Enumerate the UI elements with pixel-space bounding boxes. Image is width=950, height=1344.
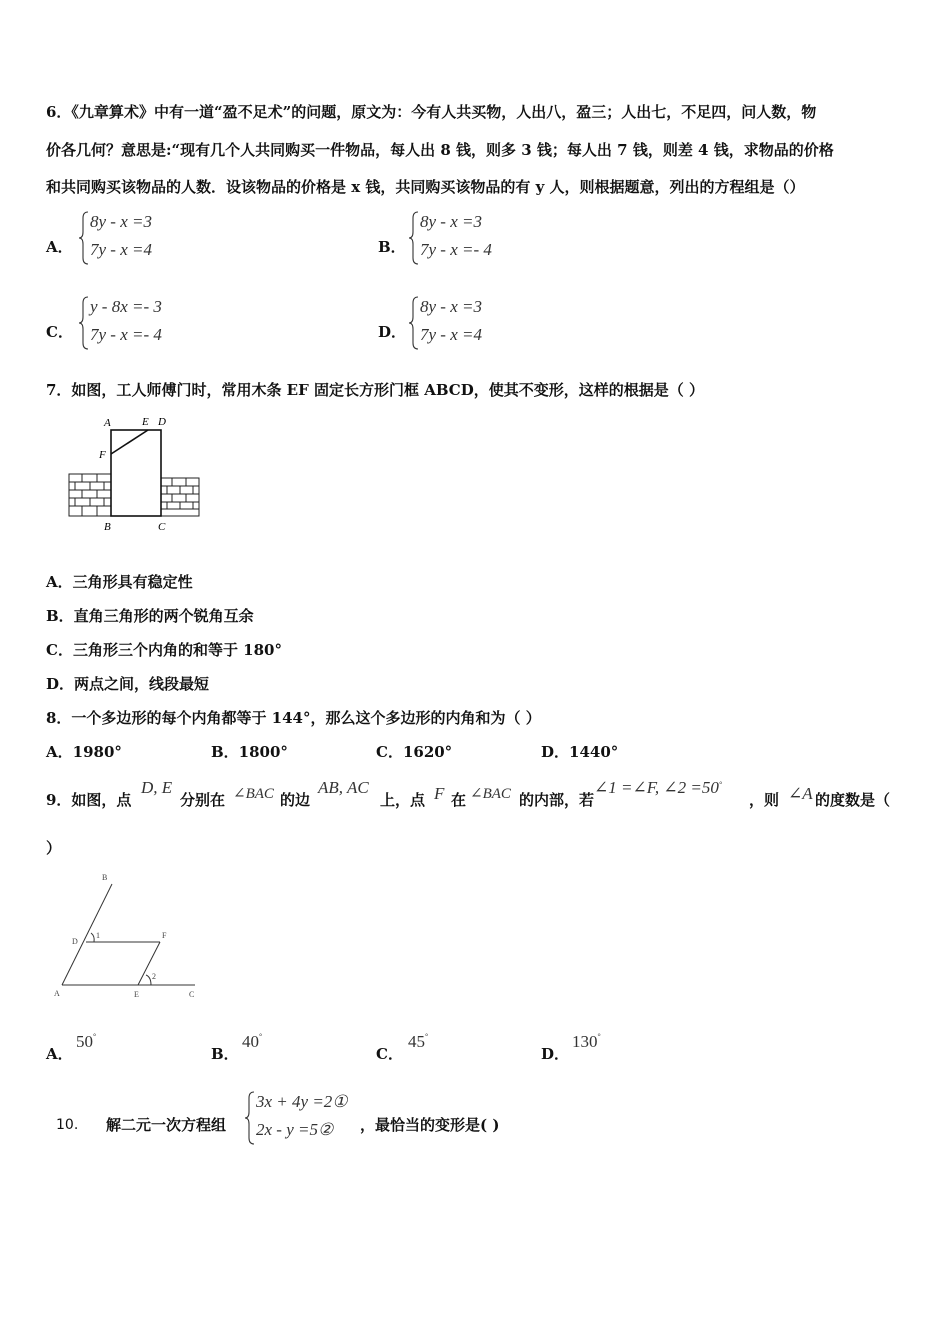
q9-c-number: 45 [408, 1032, 425, 1051]
q9-math-angle-bac-1: ∠BAC [233, 786, 274, 802]
degree-sign: ° [259, 1032, 263, 1041]
q10-system [244, 1090, 374, 1146]
brace-icon [78, 210, 90, 266]
label-d: D [158, 416, 166, 428]
label-e: E [142, 416, 149, 428]
degree-sign: ° [597, 1032, 601, 1041]
q6-option-b-label: B． [378, 238, 406, 256]
door-frame [111, 430, 161, 516]
q9-text-6: 的内部，若 [519, 791, 595, 809]
label-c: C [158, 521, 166, 533]
left-brick-wall [69, 474, 111, 516]
parallelogram-figure [50, 870, 210, 1000]
fig9-label-c: C [189, 990, 195, 999]
fig9-label-d: D [72, 937, 78, 946]
degree-sign: ° [718, 780, 723, 789]
q9-option-b-value [242, 1032, 262, 1052]
q10-eq-2: 2x - y =5② [256, 1120, 334, 1139]
q7-stem: 7．如图，工人师傅门时，常用木条 EF 固定长方形门框 ABCD，使其不变形，这样的根据是（ ） [46, 381, 704, 399]
q8-option-a: A．1980° [46, 743, 122, 761]
q9-a-number: 50 [76, 1032, 93, 1051]
q9-close-paren: ） [46, 839, 62, 857]
q6-c-eq-2: 7y - x =- 4 [90, 325, 162, 344]
q9-option-d-value [572, 1032, 601, 1052]
brace-icon [78, 295, 90, 351]
q8-option-d: D．1440° [541, 743, 619, 761]
q6-option-d-label: D． [378, 323, 407, 341]
q6-b-eq-2: 7y - x =- 4 [420, 240, 492, 259]
q7-option-b: B．直角三角形的两个锐角互余 [46, 607, 254, 625]
q9-option-a-value [76, 1032, 96, 1052]
q9-text-8: 的度数是（ [815, 791, 891, 809]
label-f: F [99, 449, 106, 461]
q9-math-de: D, E [141, 778, 173, 797]
angle-1-arc [91, 933, 94, 942]
q9-math-angle-a: ∠A [788, 784, 813, 803]
q6-line-2: 价各几何？意思是:“现有几个人共同购买一件物品，每人出 8 钱，则多 3 钱；每人出 7 钱，则差 4 钱，求物品的价格 [46, 141, 834, 159]
angle-2-arc [146, 975, 151, 985]
q9-text-3: 的边 [280, 791, 311, 809]
q9-math-condition [594, 778, 722, 798]
brace-icon [244, 1090, 256, 1146]
label-a: A [104, 417, 111, 429]
q9-text-1: 9．如图，点 [46, 791, 132, 809]
q9-text-2: 分别在 [180, 791, 226, 809]
q6-option-d-system [408, 295, 558, 351]
q10-eq-1: 3x + 4y =2① [256, 1092, 348, 1111]
q10-number: 10. [56, 1117, 79, 1133]
brace-icon [408, 295, 420, 351]
q6-d-eq-2: 7y - x =4 [420, 325, 482, 344]
fig9-label-a: A [54, 989, 60, 998]
q9-d-number: 130 [572, 1032, 598, 1051]
label-b: B [104, 521, 111, 533]
q9-option-b-label: B． [211, 1045, 239, 1063]
q9-math-ab-ac: AB, AC [318, 778, 369, 797]
q9-math-angle-bac-2: ∠BAC [470, 786, 511, 802]
q6-b-eq-1: 8y - x =3 [420, 212, 482, 231]
q6-line-1: 6．《九章算术》中有一道“盈不足术”的问题，原文为：今有人共买物，人出八，盈三；人出七，不足四，问人数，物 [46, 103, 817, 121]
segment-fe [138, 942, 160, 985]
degree-sign: ° [425, 1032, 429, 1041]
q9-text-7: ，则 [749, 791, 780, 809]
fig9-label-2: 2 [152, 972, 156, 981]
q9-option-c-label: C． [376, 1045, 403, 1063]
q6-option-a-system [78, 210, 208, 266]
q9-condition-text: ∠1 =∠F, ∠2 =50 [594, 778, 719, 797]
q9-option-d-label: D． [541, 1045, 570, 1063]
q6-option-c-system [78, 295, 228, 351]
q7-option-d: D．两点之间，线段最短 [46, 675, 210, 693]
q6-option-a-label: A． [46, 238, 73, 256]
q8-stem: 8．一个多边形的每个内角都等于 144°，那么这个多边形的内角和为（ ） [46, 709, 541, 727]
q6-option-b-system [408, 210, 558, 266]
q7-option-c: C．三角形三个内角的和等于 180° [46, 641, 282, 659]
ray-ab [62, 884, 112, 985]
q8-option-c: C．1620° [376, 743, 453, 761]
fig9-label-1: 1 [96, 931, 100, 940]
q6-d-eq-1: 8y - x =3 [420, 297, 482, 316]
q9-option-c-value [408, 1032, 428, 1052]
q6-line-3: 和共同购买该物品的人数．设该物品的价格是 x 钱，共同购买该物品的有 y 人，则根据题意，列出的方程组是（） [46, 178, 805, 196]
fig9-label-e: E [134, 990, 139, 999]
q10-text-1: 解二元一次方程组 [106, 1116, 227, 1134]
q8-option-b: B．1800° [211, 743, 288, 761]
q10-text-2: ，最恰当的变形是( ) [360, 1116, 500, 1134]
q9-text-4: 上，点 [380, 791, 426, 809]
q9-option-a-label: A． [46, 1045, 73, 1063]
degree-sign: ° [93, 1032, 97, 1041]
q6-option-c-label: C． [46, 323, 73, 341]
q9-b-number: 40 [242, 1032, 259, 1051]
q7-option-a: A．三角形具有稳定性 [46, 573, 193, 591]
fig9-label-f: F [162, 931, 167, 940]
brace-ef [111, 430, 148, 454]
q9-math-f: F [434, 784, 445, 803]
fig9-label-b: B [102, 873, 108, 882]
brace-icon [408, 210, 420, 266]
door-frame-figure [64, 412, 208, 536]
q6-a-eq-2: 7y - x =4 [90, 240, 152, 259]
right-brick-wall [161, 478, 199, 516]
q9-text-5: 在 [451, 791, 467, 809]
q6-a-eq-1: 8y - x =3 [90, 212, 152, 231]
q6-c-eq-1: y - 8x =- 3 [90, 297, 162, 316]
